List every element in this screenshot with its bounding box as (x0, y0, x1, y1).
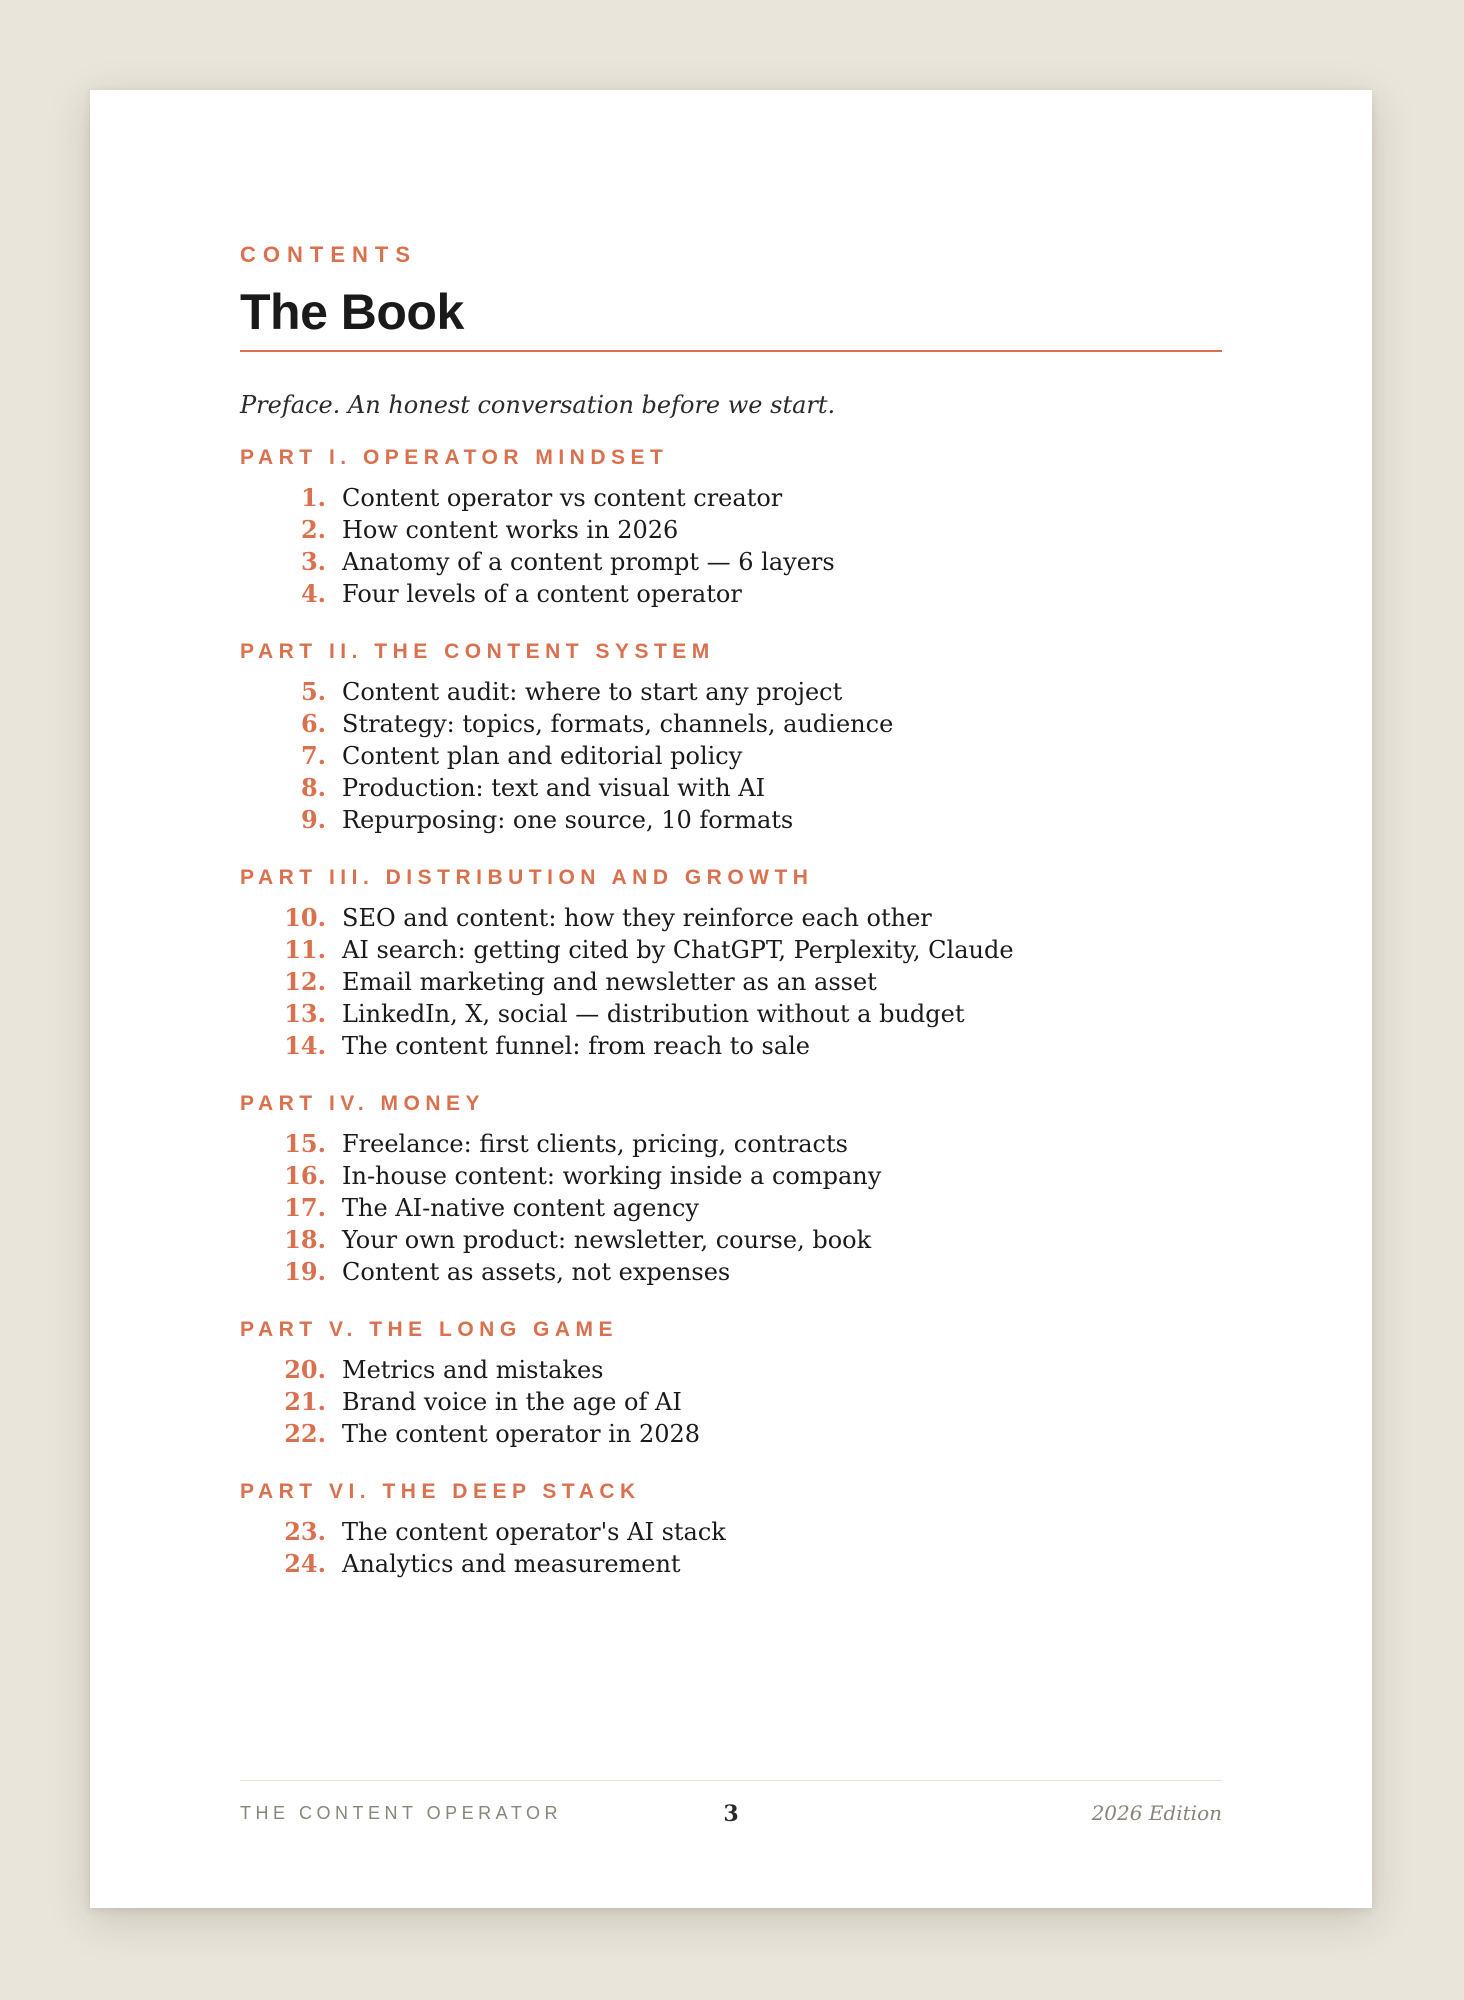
chapter-list (240, 1354, 1222, 1450)
chapter-title: Email marketing and newsletter as an asset (342, 968, 877, 996)
chapter-number: 24. (284, 1549, 326, 1578)
part-heading: PART II. THE CONTENT SYSTEM (240, 640, 715, 663)
chapter-number: 14. (284, 1031, 326, 1060)
chapter-number: 9. (300, 805, 326, 834)
chapter-number: 10. (284, 903, 326, 932)
chapter-title: The content operator in 2028 (342, 1420, 701, 1448)
chapter-title: In-house content: working inside a company (342, 1162, 882, 1190)
chapter-number: 7. (300, 741, 326, 770)
chapter-title: Content operator vs content creator (342, 484, 783, 512)
page-footer (240, 1780, 1222, 1841)
chapter-entry[interactable] (240, 1418, 1222, 1450)
chapter-title: Analytics and measurement (342, 1550, 681, 1578)
chapter-number: 1. (300, 483, 326, 512)
chapter-entry[interactable] (240, 934, 1222, 966)
chapter-number: 4. (300, 579, 326, 608)
chapter-number: 19. (284, 1257, 326, 1286)
chapter-number: 5. (300, 677, 326, 706)
chapter-list (240, 482, 1222, 610)
chapter-entry[interactable] (240, 1548, 1222, 1580)
chapter-list (240, 676, 1222, 836)
chapter-entry[interactable] (240, 708, 1222, 740)
chapter-entry[interactable] (240, 1354, 1222, 1386)
chapter-title: Production: text and visual with AI (342, 774, 766, 802)
toc-part (240, 1090, 1222, 1288)
chapter-entry[interactable] (240, 1192, 1222, 1224)
toc-part (240, 1316, 1222, 1450)
chapter-number: 18. (284, 1225, 326, 1254)
table-of-contents (240, 444, 1222, 1580)
chapter-title: Metrics and mistakes (342, 1356, 604, 1384)
chapter-title: The content operator's AI stack (342, 1518, 726, 1546)
chapter-title: The content funnel: from reach to sale (342, 1032, 810, 1060)
part-heading: PART IV. MONEY (240, 1092, 486, 1115)
chapter-entry[interactable] (240, 1030, 1222, 1062)
part-heading: PART I. OPERATOR MINDSET (240, 446, 669, 469)
part-heading: PART V. THE LONG GAME (240, 1318, 619, 1341)
part-heading: PART VI. THE DEEP STACK (240, 1480, 641, 1503)
chapter-list (240, 902, 1222, 1062)
chapter-entry[interactable] (240, 1224, 1222, 1256)
title-divider (240, 350, 1222, 352)
chapter-title: Your own product: newsletter, course, book (342, 1226, 872, 1254)
chapter-number: 23. (284, 1517, 326, 1546)
book-page (90, 90, 1372, 1908)
chapter-title: Anatomy of a content prompt — 6 layers (342, 548, 835, 576)
chapter-number: 6. (300, 709, 326, 738)
chapter-entry[interactable] (240, 772, 1222, 804)
chapter-number: 15. (284, 1129, 326, 1158)
chapter-title: LinkedIn, X, social — distribution without a budget (342, 1000, 965, 1028)
chapter-number: 16. (284, 1161, 326, 1190)
chapter-title: Brand voice in the age of AI (342, 1388, 682, 1416)
chapter-entry[interactable] (240, 1128, 1222, 1160)
toc-part (240, 444, 1222, 610)
chapter-title: The AI-native content agency (342, 1194, 699, 1222)
chapter-number: 20. (284, 1355, 326, 1384)
chapter-entry[interactable] (240, 676, 1222, 708)
chapter-number: 17. (284, 1193, 326, 1222)
contents-eyebrow: CONTENTS (240, 242, 417, 267)
chapter-list (240, 1516, 1222, 1580)
part-heading: PART III. DISTRIBUTION AND GROWTH (240, 866, 814, 889)
chapter-entry[interactable] (240, 578, 1222, 610)
chapter-entry[interactable] (240, 998, 1222, 1030)
chapter-number: 12. (284, 967, 326, 996)
chapter-entry[interactable] (240, 1386, 1222, 1418)
chapter-title: Repurposing: one source, 10 formats (342, 806, 794, 834)
chapter-entry[interactable] (240, 902, 1222, 934)
toc-part (240, 864, 1222, 1062)
chapter-number: 21. (284, 1387, 326, 1416)
toc-part (240, 638, 1222, 836)
chapter-entry[interactable] (240, 1516, 1222, 1548)
footer-edition: 2026 Edition (1091, 1801, 1222, 1825)
chapter-entry[interactable] (240, 546, 1222, 578)
chapter-number: 11. (284, 935, 326, 964)
preface-entry[interactable]: Preface. An honest conversation before we start. (240, 391, 836, 419)
page-title: The Book (240, 284, 464, 340)
chapter-title: How content works in 2026 (342, 516, 679, 544)
chapter-number: 8. (300, 773, 326, 802)
chapter-number: 2. (300, 515, 326, 544)
chapter-entry[interactable] (240, 1160, 1222, 1192)
chapter-entry[interactable] (240, 514, 1222, 546)
chapter-title: Content audit: where to start any project (342, 678, 843, 706)
chapter-number: 22. (284, 1419, 326, 1448)
chapter-entry[interactable] (240, 482, 1222, 514)
chapter-title: Content plan and editorial policy (342, 742, 743, 770)
chapter-title: Strategy: topics, formats, channels, audience (342, 710, 894, 738)
chapter-entry[interactable] (240, 966, 1222, 998)
chapter-entry[interactable] (240, 804, 1222, 836)
chapter-entry[interactable] (240, 740, 1222, 772)
chapter-title: Four levels of a content operator (342, 580, 742, 608)
chapter-title: AI search: getting cited by ChatGPT, Perplexity, Claude (342, 936, 1014, 964)
page-number: 3 (723, 1801, 739, 1827)
chapter-title: Freelance: first clients, pricing, contracts (342, 1130, 848, 1158)
chapter-title: Content as assets, not expenses (342, 1258, 731, 1286)
chapter-list (240, 1128, 1222, 1288)
chapter-title: SEO and content: how they reinforce each other (342, 904, 932, 932)
footer-book-title: THE CONTENT OPERATOR (240, 1803, 563, 1823)
toc-part (240, 1478, 1222, 1580)
chapter-number: 13. (284, 999, 326, 1028)
chapter-number: 3. (300, 547, 326, 576)
chapter-entry[interactable] (240, 1256, 1222, 1288)
contents-section (240, 240, 1222, 1580)
